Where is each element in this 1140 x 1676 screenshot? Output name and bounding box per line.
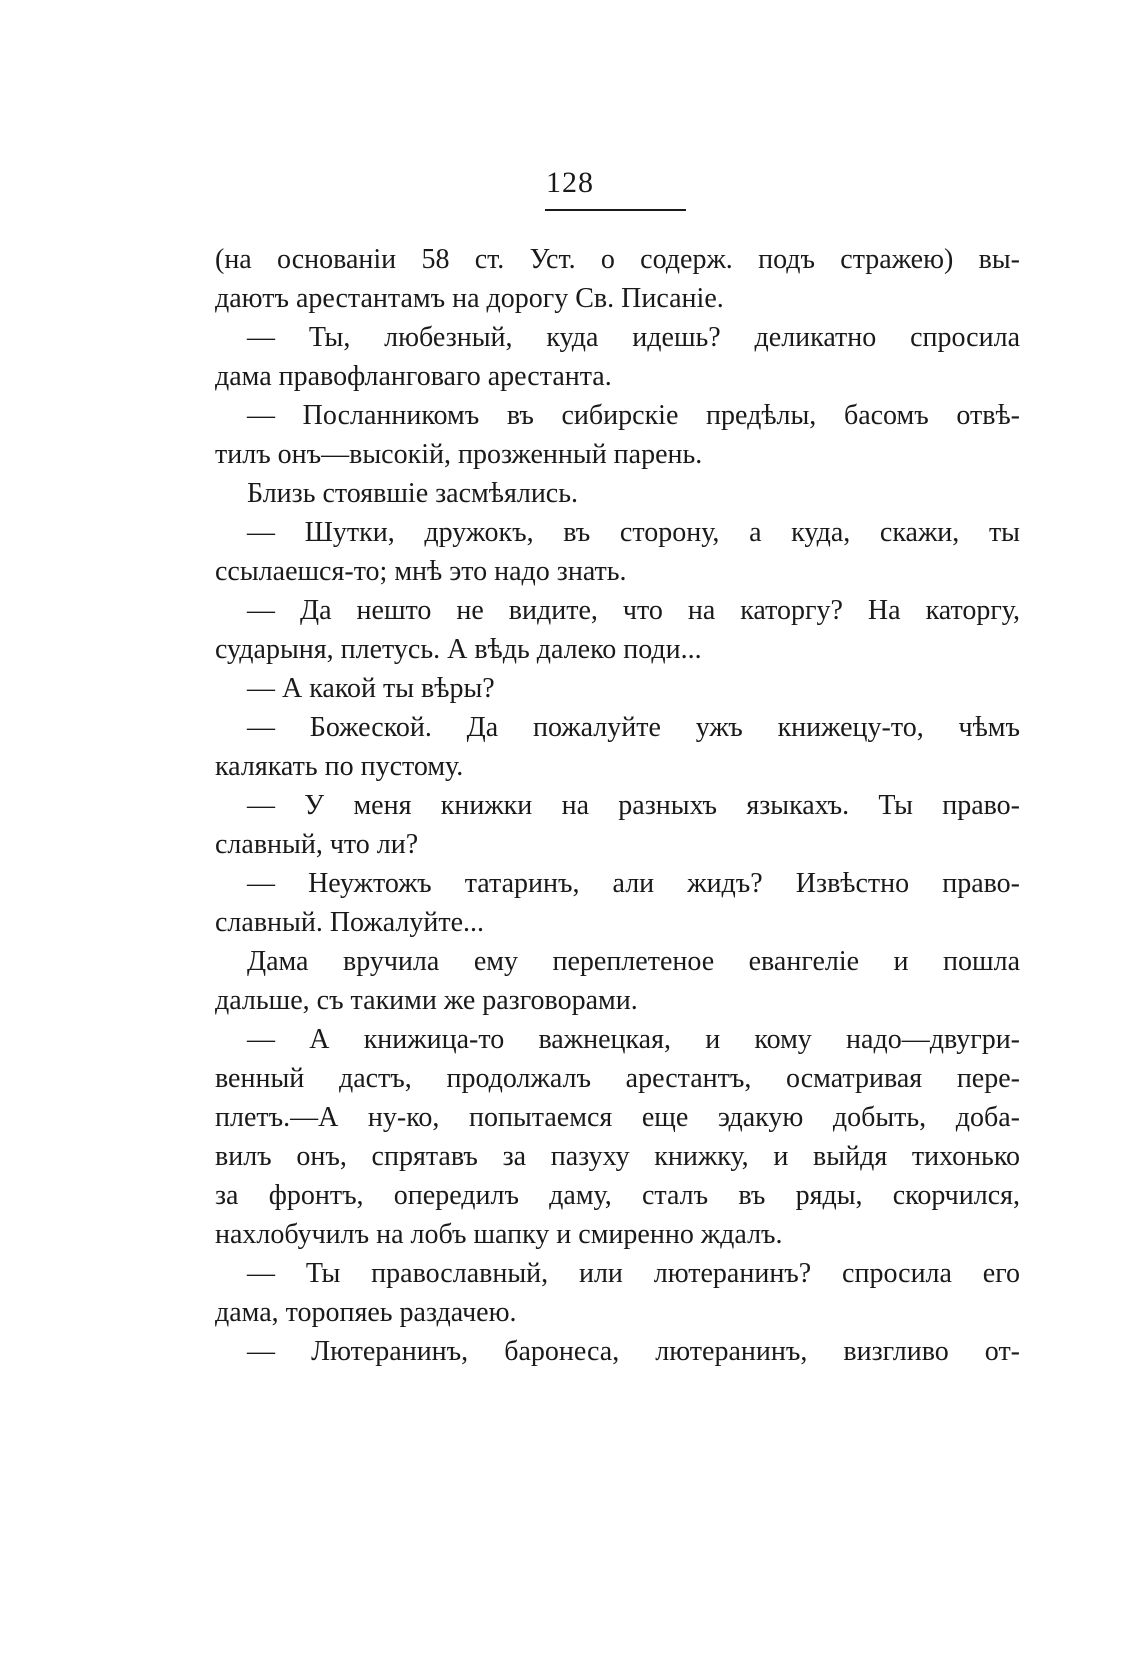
text-line: за фронтъ, опередилъ даму, сталъ въ ряды, скорчился, bbox=[215, 1180, 1020, 1211]
text-line: нахлобучилъ на лобъ шапку и смиренно ждалъ. bbox=[215, 1219, 783, 1250]
page-number: 128 bbox=[546, 166, 594, 199]
text-line: — Ты, любезный, куда идешь? деликатно спросила bbox=[247, 322, 1020, 353]
text-line: дальше, съ такими же разговорами. bbox=[215, 985, 638, 1016]
text-line: венный дастъ, продолжалъ арестантъ, осматривая пере- bbox=[215, 1063, 1020, 1094]
text-line: Близь стоявшiе засмѣялись. bbox=[247, 478, 578, 509]
text-line: — Божеской. Да пожалуйте ужъ книжецу-то, чѣмъ bbox=[247, 712, 1020, 743]
text-line: — Да нешто не видите, что на каторгу? На каторгу, bbox=[247, 595, 1020, 626]
text-line: — У меня книжки на разныхъ языкахъ. Ты право- bbox=[247, 790, 1020, 821]
text-line: сударыня, плетусь. А вѣдь далеко поди... bbox=[215, 634, 702, 665]
body-text bbox=[215, 240, 1020, 1371]
text-line: — Посланникомъ въ сибирскiе предѣлы, басомъ отвѣ- bbox=[247, 400, 1020, 431]
text-line: славный. Пожалуйте... bbox=[215, 907, 484, 938]
header-rule bbox=[545, 209, 686, 211]
text-line: вилъ онъ, спрятавъ за пазуху книжку, и выйдя тихонько bbox=[215, 1141, 1020, 1172]
text-line: ссылаешся-то; мнѣ это надо знать. bbox=[215, 556, 627, 587]
text-line: — Лютеранинъ, баронеса, лютеранинъ, визгливо от- bbox=[247, 1336, 1020, 1367]
text-line: славный, что ли? bbox=[215, 829, 419, 860]
text-line: — А какой ты вѣры? bbox=[247, 673, 495, 704]
text-line: тилъ онъ—высокiй, прозженный парень. bbox=[215, 439, 703, 470]
text-line: — Ты православный, или лютеранинъ? спросила его bbox=[247, 1258, 1020, 1289]
text-line: дама, торопяеь раздачею. bbox=[215, 1297, 517, 1328]
text-line: — Неужтожъ татаринъ, али жидъ? Извѣстно право- bbox=[247, 868, 1020, 899]
text-line: плетъ.—А ну-ко, попытаемся еще эдакую добыть, доба- bbox=[215, 1102, 1020, 1133]
text-line: (на основанiи 58 ст. Уст. о содерж. подъ стражею) вы- bbox=[215, 244, 1020, 275]
text-line: дама правофланговаго арестанта. bbox=[215, 361, 612, 392]
text-line: Дама вручила ему переплетеное евангелiе и пошла bbox=[247, 946, 1020, 977]
text-line: калякать по пустому. bbox=[215, 751, 464, 782]
text-line: — Шутки, дружокъ, въ сторону, а куда, скажи, ты bbox=[247, 517, 1020, 548]
text-line: даютъ арестантамъ на дорогу Св. Писанiе. bbox=[215, 283, 724, 314]
text-line: — А книжица-то важнецкая, и кому надо—двугри- bbox=[247, 1024, 1020, 1055]
